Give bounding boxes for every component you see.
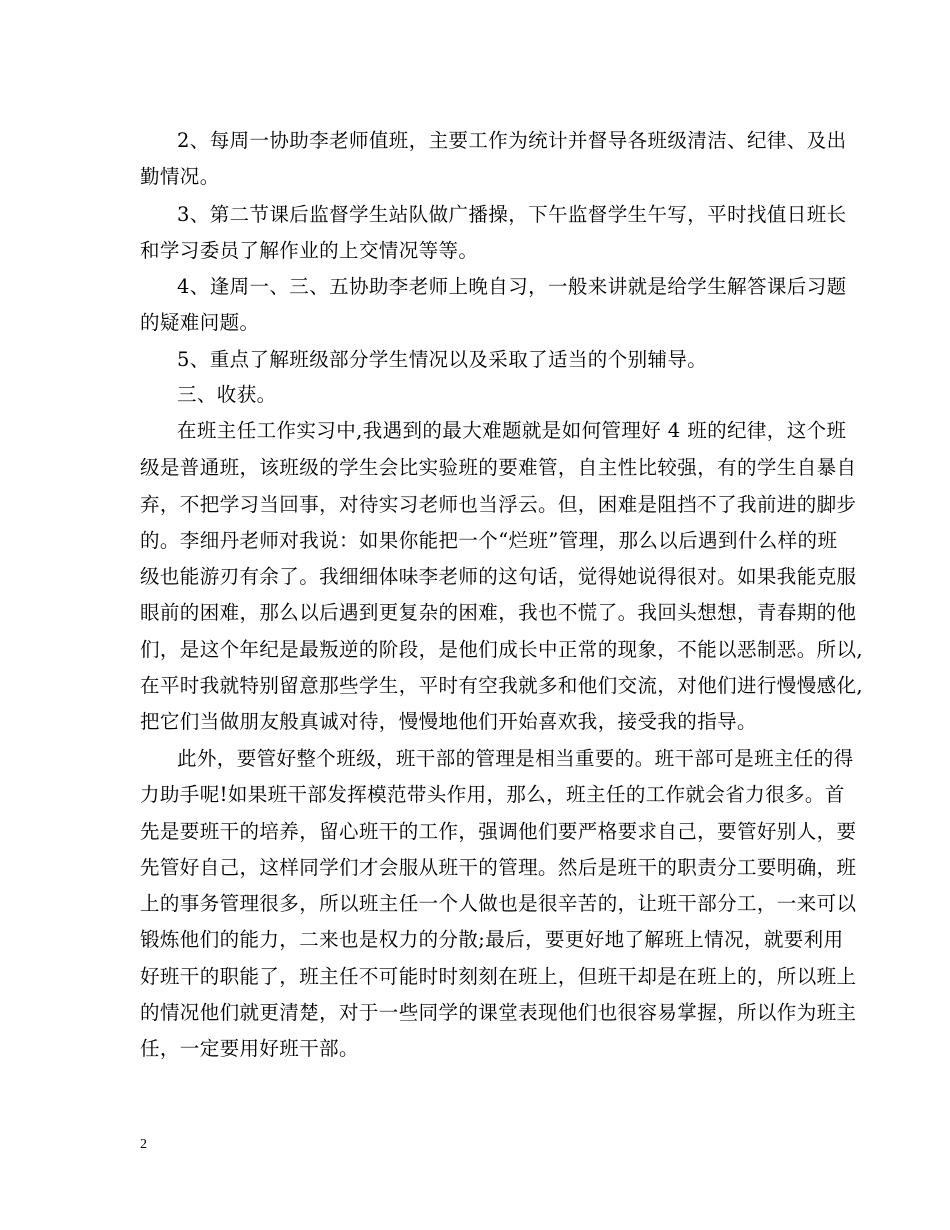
paragraph-line: 勤情况。 (140, 165, 220, 188)
paragraph-line: 们，是这个年纪是最叛逆的阶段，是他们成长中正常的现象，不能以恶制恶。所以, (140, 638, 863, 661)
page-number: 2 (140, 1137, 147, 1152)
paragraph-line: 和学习委员了解作业的上交情况等等。 (140, 239, 479, 262)
paragraph-line: 的情况他们就更清楚，对于一些同学的课堂表现他们也很容易掌握，所以作为班主 (140, 1001, 857, 1024)
paragraph-line: 级也能游刃有余了。我细细体味李老师的这句话，觉得她说得很对。如果我能克服 (140, 565, 857, 588)
paragraph-line: 锻炼他们的能力，二来也是权力的分散;最后，要更好地了解班上情况，就要利用 (140, 928, 844, 951)
paragraph-line: 好班干的职能了，班主任不可能时时刻刻在班上，但班干却是在班上的，所以班上 (140, 965, 857, 988)
paragraph-line: 把它们当做朋友般真诚对待，慢慢地他们开始喜欢我，接受我的指导。 (140, 710, 757, 733)
paragraph-line: 先是要班干的培养，留心班干的工作，强调他们要严格要求自己，要管好别人，要 (140, 820, 857, 843)
paragraph-line: 任，一定要用好班干部。 (140, 1037, 359, 1060)
paragraph-line: 2、每周一协助李老师值班，主要工作为统计并督导各班级清洁、纪律、及出 (177, 129, 847, 152)
section-heading: 三、收获。 (177, 383, 277, 406)
paragraph-line: 在班主任工作实习中,我遇到的最大难题就是如何管理好 4 班的纪律，这个班 (177, 419, 847, 442)
paragraph-line: 4、逢周一、三、五协助李老师上晚自习，一般来讲就是给学生解答课后习题 (177, 275, 847, 298)
paragraph-line: 眼前的困难，那么以后遇到更复杂的困难，我也不慌了。我回头想想，青春期的他 (140, 601, 857, 624)
paragraph-line: 先管好自己，这样同学们才会服从班干的管理。然后是班干的职责分工要明确，班 (140, 856, 857, 879)
paragraph-line: 的疑难问题。 (140, 311, 260, 334)
paragraph-line: 力助手呢!如果班干部发挥模范带头作用，那么，班主任的工作就会省力很多。首 (140, 783, 845, 806)
paragraph-line: 弃，不把学习当回事，对待实习老师也当浮云。但，困难是阻挡不了我前进的脚步 (140, 493, 857, 516)
paragraph-line: 在平时我就特别留意那些学生，平时有空我就多和他们交流，对他们进行慢慢感化, (140, 674, 863, 697)
paragraph-line: 此外，要管好整个班级，班干部的管理是相当重要的。班干部可是班主任的得 (177, 747, 854, 770)
paragraph-line: 的。李细丹老师对我说：如果你能把一个“烂班”管理，那么以后遇到什么样的班 (140, 529, 838, 552)
paragraph-line: 级是普通班，该班级的学生会比实验班的要难管，自主性比较强，有的学生自暴自 (140, 456, 857, 479)
paragraph-line: 上的事务管理很多，所以班主任一个人做也是很辛苦的，让班干部分工，一来可以 (140, 892, 857, 915)
paragraph-line: 5、重点了解班级部分学生情况以及采取了适当的个别辅导。 (177, 348, 708, 371)
paragraph-line: 3、第二节课后监督学生站队做广播操，下午监督学生午写，平时找值日班长 (177, 203, 847, 226)
